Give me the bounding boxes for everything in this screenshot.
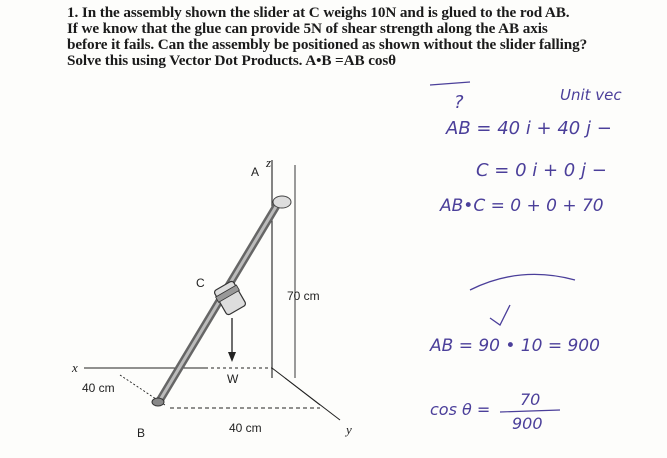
weight-label: W [227, 372, 239, 386]
joint-a [273, 196, 291, 208]
problem-line-4: Solve this using Vector Dot Products. A•B =AB cosθ [67, 52, 396, 69]
fraction-bar-stroke [500, 410, 560, 412]
joint-b [152, 398, 164, 406]
handwritten-cos-denominator: 900 [512, 414, 543, 433]
floor-diagonal [285, 378, 320, 405]
problem-line-3: before it fails. Can the assembly be positioned as shown without the slider falling? [67, 36, 588, 53]
weight-arrow-head [228, 352, 236, 362]
handwritten-magnitudes: AB = 90 • 10 = 900 [430, 336, 600, 356]
problem-line-2: If we know that the glue can provide 5N of shear strength along the AB axis [67, 20, 548, 37]
handwritten-question-mark: ? [454, 92, 464, 113]
point-a-label: A [251, 165, 260, 179]
handwritten-c-vector: C = 0 i + 0 j − [476, 160, 607, 181]
point-c-label: C [196, 276, 205, 290]
check-mark-stroke [490, 305, 510, 325]
dim-70-label: 70 cm [287, 289, 320, 303]
x-label: x [72, 360, 78, 375]
y-label: y [346, 422, 352, 437]
handwritten-cos-numerator: 70 [520, 390, 541, 409]
dim-40-left-label: 40 cm [82, 381, 115, 395]
handwritten-ab-vector: AB = 40 i + 40 j − [446, 118, 612, 139]
handwritten-cos-lhs: cos θ = [430, 400, 491, 419]
dim-40-bottom-label: 40 cm [229, 421, 262, 435]
underline-stroke [430, 82, 470, 85]
check-arc-stroke [470, 274, 575, 290]
problem-line-1: 1. In the assembly shown the slider at C weighs 10N and is glued to the rod AB. [67, 4, 570, 21]
handwritten-unit-note: Unit vec [560, 86, 622, 104]
point-b-label: B [137, 426, 146, 440]
z-label: z [266, 155, 272, 170]
handwritten-dot-product: AB•C = 0 + 0 + 70 [440, 196, 604, 216]
